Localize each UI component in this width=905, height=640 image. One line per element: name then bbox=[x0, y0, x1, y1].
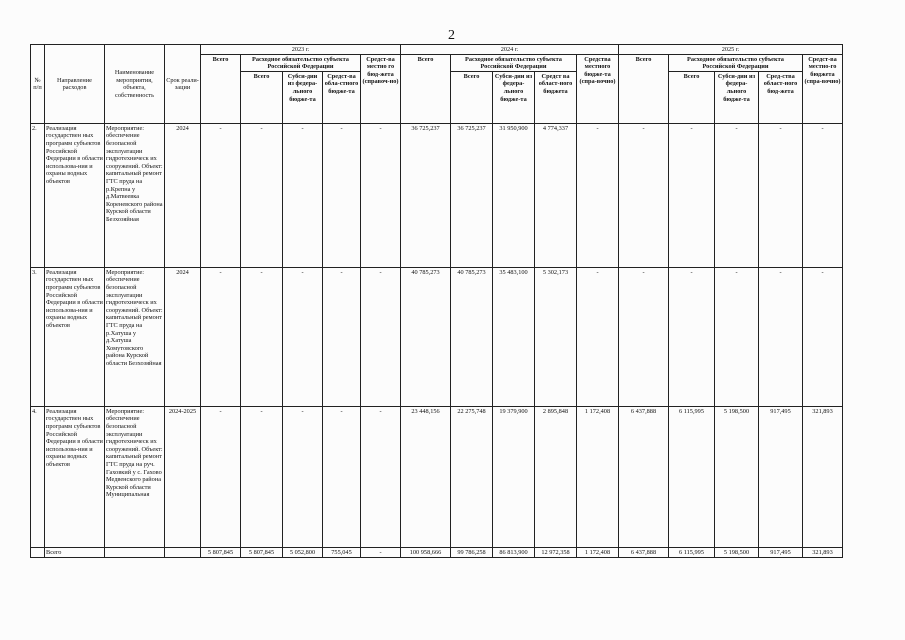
total-value: 86 813,900 bbox=[493, 547, 535, 557]
row-direction: Реализация государствен ных программ субъектов Российской Федерации в области использова-ния и охраны водных объектов bbox=[45, 406, 105, 547]
y2024-total-header: Всего bbox=[401, 54, 451, 123]
y2024-local-header: Средства местного бюдже-та (спра-вочно) bbox=[577, 54, 619, 123]
total-value: 5 807,845 bbox=[241, 547, 283, 557]
col-num-header: № п/п bbox=[31, 45, 45, 124]
row-term: 2024 bbox=[165, 123, 201, 267]
cell-value: - bbox=[577, 267, 619, 406]
y2025-subsidy-header: Субси-дии из федера-льного бюдже-та bbox=[715, 71, 759, 123]
total-value: 100 958,666 bbox=[401, 547, 451, 557]
col-term-header: Срок реали-зации bbox=[165, 45, 201, 124]
y2025-ob-total-header: Всего bbox=[669, 71, 715, 123]
y2023-total-header: Всего bbox=[201, 54, 241, 123]
cell-value: - bbox=[619, 123, 669, 267]
cell-value: - bbox=[715, 123, 759, 267]
y2023-subsidy-header: Субси-дии из федера-льного бюдже-та bbox=[283, 71, 323, 123]
row-term: 2024-2025 bbox=[165, 406, 201, 547]
cell-value: 5 302,173 bbox=[535, 267, 577, 406]
cell-value: 1 172,408 bbox=[577, 406, 619, 547]
year-2023-header: 2023 г. bbox=[201, 45, 401, 55]
total-value: 6 437,888 bbox=[619, 547, 669, 557]
row-direction: Реализация государствен ных программ субъектов Российской Федерации в области использова-ния и охраны водных объектов bbox=[45, 123, 105, 267]
cell-value: - bbox=[619, 267, 669, 406]
cell-value: - bbox=[241, 267, 283, 406]
y2025-regional-header: Сред-ства област-ного бюд-жета bbox=[759, 71, 803, 123]
y2024-regional-header: Средст ва област-ного бюджета bbox=[535, 71, 577, 123]
year-2025-header: 2025 г. bbox=[619, 45, 843, 55]
financing-table bbox=[30, 44, 843, 558]
table-row bbox=[31, 123, 843, 267]
cell-value: 19 379,900 bbox=[493, 406, 535, 547]
cell-value: - bbox=[577, 123, 619, 267]
row-name: Мероприятие: обеспечение безопасной эксплуатации гидротехническ их сооружений. Объект: капитальный ремонт ГТС пруда на р.Крепна у д.Матвеевка Кореневского района Курской области Безхозяйная bbox=[105, 123, 165, 267]
y2023-local-header: Средст-ва местно го бюд-жета (справоч-но) bbox=[361, 54, 401, 123]
cell-value: - bbox=[361, 267, 401, 406]
total-value: 321,893 bbox=[803, 547, 843, 557]
cell-value: 35 483,100 bbox=[493, 267, 535, 406]
y2024-ob-total-header: Всего bbox=[451, 71, 493, 123]
year-2024-header: 2024 г. bbox=[401, 45, 619, 55]
row-name: Мероприятие: обеспечение безопасной эксплуатации гидротехническ их сооружений. Объект: капитальный ремонт ГТС пруда на р.Хатуша у д.Хатуша Хомутовского района Курской области Безхозяйная bbox=[105, 267, 165, 406]
cell-value: 36 725,237 bbox=[401, 123, 451, 267]
total-value: 1 172,408 bbox=[577, 547, 619, 557]
cell-value: - bbox=[201, 406, 241, 547]
y2023-obligation-header: Расходное обязательство субъекта Российской Федерации bbox=[241, 54, 361, 71]
total-value: 755,045 bbox=[323, 547, 361, 557]
total-value: - bbox=[361, 547, 401, 557]
cell-value: - bbox=[241, 406, 283, 547]
col-direction-header: Направление расходов bbox=[45, 45, 105, 124]
page-number: 2 bbox=[448, 28, 455, 43]
y2025-obligation-header: Расходное обязательство субъекта Российской Федерации bbox=[669, 54, 803, 71]
cell-value: - bbox=[759, 267, 803, 406]
cell-value: 40 785,273 bbox=[401, 267, 451, 406]
cell-value: 40 785,273 bbox=[451, 267, 493, 406]
cell-value: - bbox=[669, 123, 715, 267]
cell-value: 5 198,500 bbox=[715, 406, 759, 547]
cell-value: 2 895,848 bbox=[535, 406, 577, 547]
cell-value: - bbox=[803, 123, 843, 267]
row-num: 3. bbox=[31, 267, 45, 406]
total-value: 12 972,358 bbox=[535, 547, 577, 557]
row-name: Мероприятие: обеспечение безопасной эксплуатации гидротехническ их сооружений. Объект: капитальный ремонт ГТС пруда на руч. Гаховкий у с. Гахово Медвенского района Курской области Муниципальная bbox=[105, 406, 165, 547]
cell-value: 6 437,888 bbox=[619, 406, 669, 547]
cell-value: - bbox=[241, 123, 283, 267]
total-value: 99 786,258 bbox=[451, 547, 493, 557]
row-term: 2024 bbox=[165, 267, 201, 406]
total-value: 6 115,995 bbox=[669, 547, 715, 557]
cell-value: 321,893 bbox=[803, 406, 843, 547]
cell-value: - bbox=[759, 123, 803, 267]
total-value: 5 807,845 bbox=[201, 547, 241, 557]
cell-value: - bbox=[201, 123, 241, 267]
cell-value: - bbox=[323, 406, 361, 547]
cell-value: - bbox=[201, 267, 241, 406]
cell-value: - bbox=[361, 406, 401, 547]
table-row bbox=[31, 406, 843, 547]
total-row bbox=[31, 547, 843, 557]
cell-value: - bbox=[283, 406, 323, 547]
total-value: 917,495 bbox=[759, 547, 803, 557]
y2024-subsidy-header: Субси-дии из федера-льного бюдже-та bbox=[493, 71, 535, 123]
cell-value: - bbox=[283, 123, 323, 267]
cell-value: - bbox=[669, 267, 715, 406]
y2025-local-header: Средст-ва местно-го бюджета (спра-вочно) bbox=[803, 54, 843, 123]
cell-value: - bbox=[361, 123, 401, 267]
cell-value: 22 275,748 bbox=[451, 406, 493, 547]
cell-value: 4 774,337 bbox=[535, 123, 577, 267]
total-value: 5 052,800 bbox=[283, 547, 323, 557]
col-name-header: Наименование мероприятия, объекта, собственность bbox=[105, 45, 165, 124]
cell-value: - bbox=[715, 267, 759, 406]
total-label: Всего bbox=[45, 547, 105, 557]
cell-value: - bbox=[283, 267, 323, 406]
cell-value: 23 448,156 bbox=[401, 406, 451, 547]
row-num: 4. bbox=[31, 406, 45, 547]
cell-value: 31 950,900 bbox=[493, 123, 535, 267]
cell-value: 917,495 bbox=[759, 406, 803, 547]
y2023-regional-header: Средст-ва обла-стного бюдже-та bbox=[323, 71, 361, 123]
table-row bbox=[31, 267, 843, 406]
cell-value: 36 725,237 bbox=[451, 123, 493, 267]
cell-value: - bbox=[323, 123, 361, 267]
y2023-ob-total-header: Всего bbox=[241, 71, 283, 123]
cell-value: - bbox=[803, 267, 843, 406]
row-direction: Реализация государствен ных программ субъектов Российской Федерации в области использова-ния и охраны водных объектов bbox=[45, 267, 105, 406]
row-num: 2. bbox=[31, 123, 45, 267]
y2024-obligation-header: Расходное обязательство субъекта Российской Федерации bbox=[451, 54, 577, 71]
y2025-total-header: Всего bbox=[619, 54, 669, 123]
cell-value: 6 115,995 bbox=[669, 406, 715, 547]
total-value: 5 198,500 bbox=[715, 547, 759, 557]
cell-value: - bbox=[323, 267, 361, 406]
